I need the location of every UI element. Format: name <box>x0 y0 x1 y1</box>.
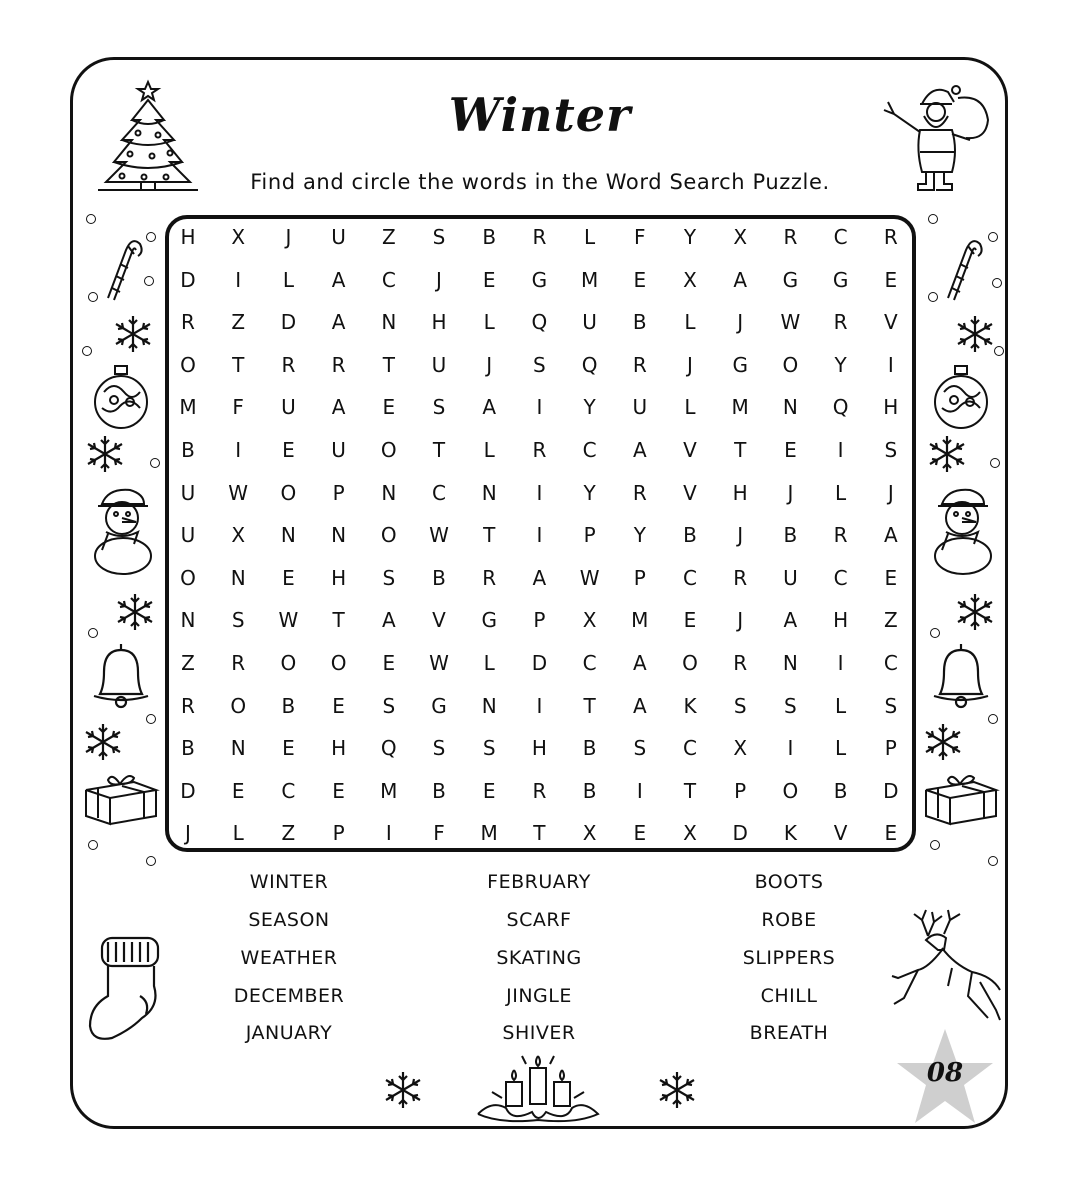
grid-letter[interactable]: J <box>185 821 191 846</box>
grid-letter[interactable]: S <box>432 395 446 420</box>
grid-letter[interactable]: R <box>783 225 798 249</box>
grid-letter[interactable]: Y <box>583 395 596 420</box>
snow-dot <box>928 292 938 302</box>
grid-letter[interactable]: S <box>382 565 396 590</box>
grid-letter[interactable]: P <box>332 480 345 505</box>
grid-letter[interactable]: T <box>382 352 395 377</box>
grid-letter[interactable]: J <box>737 523 744 548</box>
grid-letter[interactable]: C <box>432 480 446 505</box>
grid-letter[interactable]: Y <box>683 225 697 249</box>
grid-letter[interactable]: J <box>737 608 744 633</box>
grid-letter[interactable]: D <box>531 651 548 675</box>
snowflake-icon <box>918 720 968 764</box>
grid-letter[interactable]: W <box>429 651 449 675</box>
stocking-icon <box>84 934 164 1046</box>
grid-letter[interactable]: C <box>833 565 848 590</box>
grid-letter[interactable]: X <box>582 608 597 633</box>
grid-letter[interactable]: P <box>533 608 546 633</box>
grid-letter[interactable]: O <box>180 565 196 590</box>
grid-letter[interactable]: C <box>683 565 697 590</box>
grid-letter[interactable]: E <box>482 778 496 803</box>
bell-icon <box>86 640 156 710</box>
grid-letter[interactable]: L <box>684 395 696 420</box>
snowman-icon <box>928 484 998 576</box>
snow-dot <box>146 232 156 242</box>
grid-letter[interactable]: L <box>483 651 495 675</box>
grid-letter[interactable]: E <box>382 395 396 420</box>
grid-letter[interactable]: G <box>531 267 548 292</box>
grid-letter[interactable]: P <box>583 523 596 548</box>
grid-letter[interactable]: H <box>180 225 196 249</box>
grid-letter[interactable]: J <box>436 267 442 292</box>
grid-letter[interactable]: H <box>833 608 849 633</box>
snow-dot <box>146 856 156 866</box>
grid-letter[interactable]: R <box>231 651 246 675</box>
grid-letter[interactable]: A <box>632 693 647 718</box>
grid-letter[interactable]: N <box>481 693 497 718</box>
snow-dot <box>88 840 98 850</box>
grid-letter[interactable]: J <box>687 352 693 377</box>
snow-dot <box>146 714 156 724</box>
grid-letter[interactable]: W <box>579 565 600 590</box>
grid-letter[interactable]: R <box>833 310 848 335</box>
word-list-item: SHIVER <box>502 1022 576 1044</box>
grid-letter[interactable]: O <box>280 651 297 675</box>
grid-letter[interactable]: C <box>582 651 597 675</box>
grid-letter[interactable]: R <box>181 693 195 718</box>
grid-letter[interactable]: P <box>884 736 897 761</box>
grid-letter[interactable]: R <box>532 438 547 462</box>
grid-letter[interactable]: J <box>887 480 894 505</box>
word-list-item: SCARF <box>506 909 572 931</box>
grid-letter[interactable]: I <box>536 480 543 505</box>
grid-letter[interactable]: Z <box>281 821 296 846</box>
grid-letter[interactable]: O <box>180 352 196 377</box>
grid-letter[interactable]: A <box>331 395 346 420</box>
grid-letter[interactable]: H <box>531 736 547 761</box>
grid-letter[interactable]: R <box>532 778 547 803</box>
snowflake-icon <box>652 1068 702 1112</box>
grid-letter[interactable]: E <box>683 608 697 633</box>
grid-letter[interactable]: B <box>582 778 597 803</box>
reindeer-icon <box>888 906 1004 1026</box>
grid-letter[interactable]: Q <box>581 352 598 377</box>
grid-letter[interactable]: B <box>833 778 848 803</box>
grid-letter[interactable]: U <box>783 565 798 590</box>
grid-letter[interactable]: L <box>232 821 244 846</box>
grid-letter[interactable]: M <box>480 821 498 846</box>
snow-dot <box>988 232 998 242</box>
grid-letter[interactable]: G <box>431 693 447 718</box>
grid-letter[interactable]: Y <box>633 523 646 548</box>
grid-letter[interactable]: M <box>731 395 749 420</box>
grid-letter[interactable]: M <box>631 608 649 633</box>
snow-dot <box>988 856 998 866</box>
grid-letter[interactable]: O <box>782 352 799 377</box>
grid-letter[interactable]: S <box>884 693 898 718</box>
word-list-item: JINGLE <box>506 985 572 1007</box>
snow-dot <box>930 628 940 638</box>
grid-letter[interactable]: I <box>536 395 543 420</box>
grid-letter[interactable]: R <box>733 565 748 590</box>
grid-letter[interactable]: H <box>732 480 748 505</box>
grid-letter[interactable]: N <box>381 480 397 505</box>
grid-letter[interactable]: N <box>331 523 347 548</box>
grid-letter[interactable]: A <box>482 395 497 420</box>
grid-letter[interactable]: E <box>633 821 647 846</box>
grid-letter[interactable]: S <box>382 693 396 718</box>
grid-letter[interactable]: E <box>482 267 496 292</box>
word-list-item: JANUARY <box>245 1022 333 1044</box>
snowflake-icon <box>950 590 1000 634</box>
snowflake-icon <box>78 720 128 764</box>
grid-letter[interactable]: I <box>837 438 844 462</box>
grid-letter[interactable]: Q <box>832 395 849 420</box>
snowflake-icon <box>80 432 130 476</box>
snowflake-icon <box>922 432 972 476</box>
grid-letter[interactable]: T <box>483 523 496 548</box>
grid-letter[interactable]: J <box>787 480 794 505</box>
grid-letter[interactable]: I <box>235 438 242 462</box>
grid-letter[interactable]: X <box>231 523 246 548</box>
grid-letter[interactable]: O <box>380 438 397 462</box>
grid-letter[interactable]: E <box>332 778 345 803</box>
grid-letter[interactable]: X <box>733 225 748 249</box>
snow-dot <box>88 292 98 302</box>
grid-letter[interactable]: J <box>486 352 493 377</box>
grid-letter[interactable]: E <box>282 736 295 761</box>
grid-letter[interactable]: R <box>331 352 346 377</box>
word-list-item: WINTER <box>249 871 329 893</box>
grid-letter[interactable]: S <box>633 736 647 761</box>
grid-letter[interactable]: S <box>884 438 898 462</box>
grid-letter[interactable]: E <box>382 651 396 675</box>
snow-dot <box>928 214 938 224</box>
grid-letter[interactable]: O <box>380 523 397 548</box>
grid-letter[interactable]: O <box>782 778 799 803</box>
grid-letter[interactable]: N <box>381 310 397 335</box>
grid-letter[interactable]: U <box>180 523 196 548</box>
page-number: 08 <box>926 1058 964 1088</box>
snow-dot <box>994 346 1004 356</box>
grid-letter[interactable]: B <box>432 778 446 803</box>
grid-letter[interactable]: A <box>632 651 647 675</box>
ornament-icon <box>90 362 152 430</box>
grid-letter[interactable]: F <box>634 225 646 249</box>
snow-dot <box>150 458 160 468</box>
grid-letter[interactable]: Z <box>381 225 396 249</box>
instructions: Find and circle the words in the Word Search Puzzle. <box>250 170 830 194</box>
grid-letter[interactable]: N <box>280 523 296 548</box>
grid-letter[interactable]: F <box>433 821 445 846</box>
grid-letter[interactable]: R <box>532 225 547 249</box>
grid-letter[interactable]: S <box>533 352 546 377</box>
grid-letter[interactable]: U <box>582 310 597 335</box>
grid-letter[interactable]: D <box>732 821 748 846</box>
grid-letter[interactable]: R <box>833 523 848 548</box>
grid-letter[interactable]: E <box>884 821 898 846</box>
grid-letter[interactable]: B <box>181 438 195 462</box>
grid-letter[interactable]: R <box>883 225 898 249</box>
grid-letter[interactable]: W <box>429 523 449 548</box>
grid-letter[interactable]: A <box>331 267 346 292</box>
grid-letter[interactable]: A <box>733 267 748 292</box>
grid-letter[interactable]: L <box>483 310 495 335</box>
snow-dot <box>992 278 1002 288</box>
grid-letter[interactable]: Q <box>531 310 548 335</box>
grid-letter[interactable]: G <box>732 352 748 377</box>
grid-letter[interactable]: O <box>330 651 347 675</box>
snow-dot <box>86 214 96 224</box>
word-list-item: WEATHER <box>240 947 338 969</box>
grid-letter[interactable]: S <box>784 693 797 718</box>
grid-letter[interactable]: O <box>682 651 698 675</box>
grid-letter[interactable]: E <box>784 438 797 462</box>
santa-claus-icon <box>880 80 995 198</box>
grid-letter[interactable]: T <box>734 438 747 462</box>
grid-letter[interactable]: G <box>832 267 849 292</box>
grid-letter[interactable]: P <box>734 778 747 803</box>
grid-letter[interactable]: D <box>180 267 196 292</box>
grid-letter[interactable]: C <box>683 736 697 761</box>
grid-letter[interactable]: K <box>783 821 797 846</box>
grid-letter[interactable]: S <box>482 736 496 761</box>
candy-cane-icon <box>100 232 144 304</box>
grid-letter[interactable]: Y <box>583 480 596 505</box>
grid-letter[interactable]: M <box>179 395 197 420</box>
bell-icon <box>926 640 996 710</box>
grid-letter[interactable]: V <box>432 608 446 633</box>
grid-letter[interactable]: L <box>835 736 847 761</box>
grid-letter[interactable]: O <box>230 693 247 718</box>
grid-letter[interactable]: B <box>683 523 697 548</box>
grid-letter[interactable]: B <box>432 565 446 590</box>
christmas-tree-icon <box>92 78 204 196</box>
grid-letter[interactable]: L <box>835 480 847 505</box>
grid-letter[interactable]: D <box>280 310 297 335</box>
grid-letter[interactable]: X <box>733 736 748 761</box>
grid-letter[interactable]: X <box>582 821 597 846</box>
grid-letter[interactable]: I <box>787 736 794 761</box>
grid-letter[interactable]: L <box>584 225 596 249</box>
grid-letter[interactable]: Q <box>380 736 397 761</box>
candles-icon <box>472 1052 604 1126</box>
grid-letter[interactable]: R <box>181 310 195 335</box>
grid-letter[interactable]: A <box>331 310 346 335</box>
word-list-item: ROBE <box>761 909 817 931</box>
grid-letter[interactable]: U <box>281 395 296 420</box>
snowflake-icon <box>378 1068 428 1112</box>
grid-letter[interactable]: T <box>533 821 546 846</box>
grid-letter[interactable]: E <box>633 267 647 292</box>
grid-letter[interactable]: P <box>633 565 646 590</box>
grid-letter[interactable]: C <box>582 438 597 462</box>
grid-letter[interactable]: N <box>481 480 497 505</box>
snow-dot <box>144 276 154 286</box>
grid-letter[interactable]: C <box>833 225 848 249</box>
grid-letter[interactable]: X <box>231 225 246 249</box>
grid-letter[interactable]: W <box>228 480 249 505</box>
grid-letter[interactable]: Z <box>231 310 246 335</box>
grid-letter[interactable]: G <box>782 267 799 292</box>
grid-letter[interactable]: B <box>281 693 296 718</box>
grid-letter[interactable]: K <box>683 693 697 718</box>
grid-letter[interactable]: T <box>432 438 446 462</box>
grid-letter[interactable]: E <box>282 565 295 590</box>
grid-letter[interactable]: T <box>332 608 345 633</box>
grid-letter[interactable]: A <box>783 608 798 633</box>
snowflake-icon <box>950 312 1000 356</box>
grid-letter[interactable]: O <box>280 480 297 505</box>
grid-letter[interactable]: J <box>285 225 292 249</box>
grid-letter[interactable]: E <box>884 267 898 292</box>
grid-letter[interactable]: T <box>683 778 697 803</box>
grid-letter[interactable]: X <box>683 267 697 292</box>
grid-letter[interactable]: Z <box>883 608 898 633</box>
snow-dot <box>990 458 1000 468</box>
grid-letter[interactable]: B <box>181 736 195 761</box>
snowman-icon <box>88 484 158 576</box>
grid-letter[interactable]: A <box>883 523 898 548</box>
grid-letter[interactable]: I <box>235 267 242 292</box>
grid-letter[interactable]: S <box>432 225 446 249</box>
grid-letter[interactable]: T <box>583 693 596 718</box>
grid-letter[interactable]: W <box>780 310 801 335</box>
grid-letter[interactable]: R <box>632 352 647 377</box>
grid-letter[interactable]: G <box>481 608 497 633</box>
grid-letter[interactable]: N <box>782 651 798 675</box>
word-list-item: FEBRUARY <box>487 871 591 893</box>
grid-letter[interactable]: C <box>281 778 296 803</box>
snow-dot <box>988 714 998 724</box>
grid-letter[interactable]: Y <box>834 352 847 377</box>
grid-letter[interactable]: A <box>532 565 547 590</box>
grid-letter[interactable]: M <box>380 778 398 803</box>
grid-letter[interactable]: N <box>782 395 798 420</box>
grid-letter[interactable]: H <box>331 565 347 590</box>
gift-icon <box>82 768 160 828</box>
grid-letter[interactable]: U <box>632 395 648 420</box>
snowflake-icon <box>108 312 158 356</box>
grid-letter[interactable]: N <box>230 565 246 590</box>
gift-icon <box>922 768 1000 828</box>
grid-letter[interactable]: I <box>887 352 894 377</box>
grid-letter[interactable]: H <box>331 736 347 761</box>
grid-letter[interactable]: U <box>331 225 346 249</box>
snow-dot <box>88 628 98 638</box>
word-list-item: SEASON <box>248 909 330 931</box>
grid-letter[interactable]: D <box>883 778 899 803</box>
grid-letter[interactable]: H <box>883 395 899 420</box>
grid-letter[interactable]: E <box>884 565 898 590</box>
word-list-item: CHILL <box>760 985 818 1007</box>
grid-letter[interactable]: D <box>180 778 196 803</box>
grid-letter[interactable]: I <box>536 523 543 548</box>
snow-dot <box>930 840 940 850</box>
grid-letter[interactable]: P <box>332 821 345 846</box>
grid-letter[interactable]: C <box>883 651 898 675</box>
grid-letter[interactable]: I <box>837 651 844 675</box>
grid-letter[interactable]: E <box>231 778 245 803</box>
grid-letter[interactable]: U <box>331 438 346 462</box>
grid-letter[interactable]: L <box>684 310 696 335</box>
grid-letter[interactable]: N <box>180 608 196 633</box>
grid-letter[interactable]: B <box>482 225 497 249</box>
word-list-item: SLIPPERS <box>742 947 836 969</box>
grid-letter[interactable]: V <box>833 821 848 846</box>
word-list-item: BREATH <box>749 1022 829 1044</box>
grid-letter[interactable]: T <box>232 352 245 377</box>
grid-letter[interactable]: A <box>632 438 647 462</box>
grid-letter[interactable]: Z <box>181 651 195 675</box>
grid-letter[interactable]: S <box>432 736 446 761</box>
snow-dot <box>82 346 92 356</box>
grid-letter[interactable]: S <box>231 608 245 633</box>
grid-letter[interactable]: V <box>683 438 697 462</box>
grid-letter[interactable]: W <box>278 608 299 633</box>
word-list-item: DECEMBER <box>233 985 345 1007</box>
grid-letter[interactable]: F <box>232 395 244 420</box>
grid-letter[interactable]: B <box>783 523 798 548</box>
word-list-item: BOOTS <box>754 871 824 893</box>
grid-letter[interactable]: E <box>332 693 345 718</box>
grid-letter[interactable]: I <box>536 693 543 718</box>
grid-letter[interactable]: R <box>632 480 647 505</box>
grid-letter[interactable]: L <box>835 693 847 718</box>
snowflake-icon <box>110 590 160 634</box>
grid-letter[interactable]: L <box>483 438 495 462</box>
grid-letter[interactable]: C <box>381 267 396 292</box>
grid-letter[interactable]: R <box>281 352 296 377</box>
grid-letter[interactable]: V <box>883 310 898 335</box>
grid-letter[interactable]: V <box>683 480 697 505</box>
grid-letter[interactable]: S <box>733 693 747 718</box>
grid-letter[interactable]: A <box>381 608 396 633</box>
grid-letter[interactable]: U <box>431 352 447 377</box>
grid-letter[interactable]: E <box>282 438 295 462</box>
grid-letter[interactable]: U <box>180 480 196 505</box>
grid-letter[interactable]: I <box>636 778 643 803</box>
grid-letter[interactable]: H <box>431 310 447 335</box>
ornament-icon <box>930 362 992 430</box>
grid-letter[interactable]: M <box>580 267 599 292</box>
grid-letter[interactable]: N <box>230 736 246 761</box>
grid-letter[interactable]: R <box>482 565 497 590</box>
grid-letter[interactable]: B <box>582 736 597 761</box>
grid-letter[interactable]: L <box>282 267 294 292</box>
candy-cane-icon <box>940 232 984 304</box>
grid-letter[interactable]: J <box>737 310 744 335</box>
word-list-item: SKATING <box>496 947 582 969</box>
grid-letter[interactable]: R <box>733 651 748 675</box>
page-title: Winter <box>448 88 632 142</box>
grid-letter[interactable]: I <box>385 821 392 846</box>
grid-letter[interactable]: B <box>632 310 647 335</box>
grid-letter[interactable]: X <box>683 821 697 846</box>
